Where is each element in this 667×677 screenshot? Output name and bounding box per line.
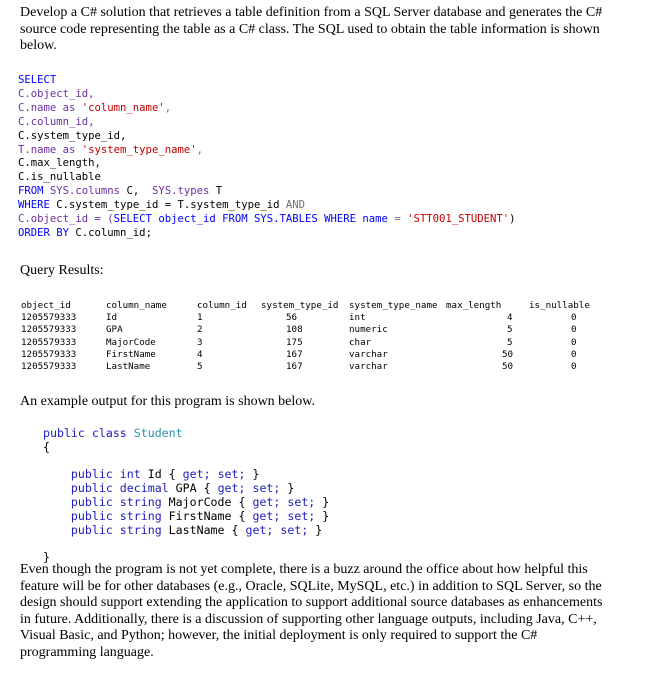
sql-equals: = [387,213,408,226]
table-cell: Id [106,312,118,324]
table-header-cell: system_type_id [261,300,339,311]
table-cell: 4 [507,312,513,324]
table-cell: 1205579333 [21,361,77,373]
cs-public-keyword: public [70,522,113,537]
table-cell: 2 [197,324,203,336]
table-cell: 50 [502,361,514,373]
sql-order-by-keyword: ORDER BY [18,226,76,239]
table-cell: 4 [197,348,203,360]
table-cell: 3 [197,336,203,348]
sql-select-keyword: SELECT [18,74,57,86]
cs-rbrace: } [322,494,330,509]
sql-code-block [18,74,516,241]
column-column-id [197,300,247,373]
csharp-code-block [43,427,329,565]
sql-line-type-name-a: T.name as [18,143,82,156]
sql-and-keyword: AND [285,199,306,212]
sql-line-object-id: C.object_id, [18,87,95,100]
table-header-cell: max_length [446,300,502,311]
table-cell: 5 [507,324,513,336]
table-cell: 50 [502,348,514,360]
cs-type-string: string [119,508,162,523]
table-header-cell: system_type_name [349,300,438,311]
table-cell: 0 [571,312,577,324]
cs-lbrace: { [231,522,239,537]
cs-set: set; [287,494,316,509]
table-cell: 108 [286,324,303,336]
cs-rbrace: } [322,508,330,523]
table-cell: 1 [197,312,203,324]
table-cell: 0 [571,324,577,336]
cs-type-decimal: decimal [119,481,169,496]
cs-get: get; [217,481,246,496]
table-cell: 1205579333 [21,312,77,324]
intro-paragraph: Develop a C# solution that retrieves a table definition from a SQL Server database and generates the C# source code representing the table as a C# class. The SQL used to obtain the table information is shown below. [20,5,603,53]
cs-set: set; [280,522,309,537]
table-cell: GPA [106,324,123,336]
cs-lbrace: { [238,494,246,509]
column-column-name [106,300,167,373]
sql-where-keyword: WHERE [18,199,57,212]
cs-public-keyword: public [70,494,113,509]
table-cell: LastName [106,361,151,373]
column-object-id [21,300,76,373]
sql-line-column-id: C.column_id, [18,115,95,128]
cs-lbrace: { [168,467,176,482]
cs-prop-lastname: LastName [168,522,225,537]
table-header-cell: is_nullable [529,300,590,311]
table-cell: 0 [571,348,577,360]
cs-rbrace: } [315,522,323,537]
column-system-type-name [349,300,438,373]
table-cell: 167 [286,348,303,360]
cs-set: set; [252,481,281,496]
cs-prop-majorcode: MajorCode [168,494,232,509]
cs-public-keyword: public [70,508,113,523]
table-header-cell: column_name [106,300,167,311]
cs-get: get; [252,494,281,509]
sql-line-type-name-b: 'system_type_name' [81,143,197,156]
sql-from-alias-t: T [209,185,223,198]
column-is-nullable [529,300,590,373]
sql-object-id-condition: C.object_id = ( [18,213,114,226]
table-cell: 1205579333 [21,336,77,348]
cs-class-close-brace: } [43,550,50,565]
cs-type-int: int [119,467,141,482]
sql-line-name-a: C.name as [18,101,82,114]
table-cell: varchar [349,361,388,373]
table-cell: char [349,336,372,348]
table-cell: FirstName [106,348,156,360]
sql-line-system-type-id: C.system_type_id, [18,129,127,142]
sql-from-types: SYS.types [151,185,210,198]
sql-close-paren: ) [509,213,516,226]
sql-from-alias-c: C, [120,185,152,198]
table-cell: varchar [349,348,388,360]
table-cell: 5 [197,361,203,373]
table-header-cell: column_id [197,300,247,311]
sql-line-max-length: C.max_length, [18,157,101,170]
table-cell: 0 [571,361,577,373]
cs-set: set; [217,467,246,482]
table-cell: MajorCode [106,336,156,348]
cs-rbrace: } [252,467,260,482]
table-cell: 167 [286,361,303,373]
sql-where-condition: C.system_type_id = T.system_type_id [56,199,286,212]
cs-type-string: string [119,494,162,509]
cs-type-string: string [119,522,162,537]
table-cell: 5 [507,336,513,348]
cs-public-keyword: public [43,426,85,440]
table-cell: 1205579333 [21,324,77,336]
table-header-cell: object_id [21,300,71,311]
cs-prop-gpa: GPA [175,481,197,496]
table-cell: int [349,312,366,324]
table-cell: numeric [349,324,388,336]
sql-subquery: SELECT object_id FROM SYS.TABLES WHERE name [113,213,388,226]
example-output-heading: An example output for this program is shown below. [20,394,315,409]
cs-rbrace: } [287,481,295,496]
sql-order-by-column: C.column_id; [75,226,152,239]
sql-line-type-name-c: , [196,143,203,156]
column-max-length [446,300,513,373]
sql-from-keyword: FROM [18,185,50,198]
cs-lbrace: { [238,508,246,523]
table-cell: 56 [286,312,298,324]
table-cell: 0 [571,336,577,348]
cs-set: set; [287,508,316,523]
cs-get: get; [245,522,274,537]
cs-lbrace: { [203,481,211,496]
cs-public-keyword: public [70,481,113,496]
cs-public-keyword: public [70,467,113,482]
cs-class-keyword: class [91,426,127,440]
sql-table-name-string: 'STT001_STUDENT' [407,213,510,226]
cs-class-open-brace: { [43,439,50,454]
cs-prop-id: Id [147,467,162,482]
table-cell: 175 [286,336,303,348]
sql-line-is-nullable: C.is_nullable [18,171,101,184]
sql-from-columns: SYS.columns [49,185,121,198]
sql-line-name-b: 'column_name' [81,101,165,114]
sql-line-name-c: , [164,101,172,114]
closing-paragraph: Even though the program is not yet complete, there is a buzz around the office about how helpful this feature will be for other databases (e.g., Oracle, SQLite, MySQL, etc.) in addition to SQL Server, so the design should support extending the application to support additional source databases as enhancements in future. Additionally, there is a discussion of supporting other language outputs, including Java, C++, Visual Basic, and Python; however, the initial deployment is only required to support the C# programming language. [20,562,603,660]
cs-get: get; [182,467,211,482]
table-cell: 1205579333 [21,348,77,360]
cs-prop-firstname: FirstName [168,508,232,523]
column-system-type-id [261,300,338,373]
cs-class-name: Student [133,426,183,440]
query-results-heading: Query Results: [20,263,104,278]
cs-get: get; [252,508,281,523]
